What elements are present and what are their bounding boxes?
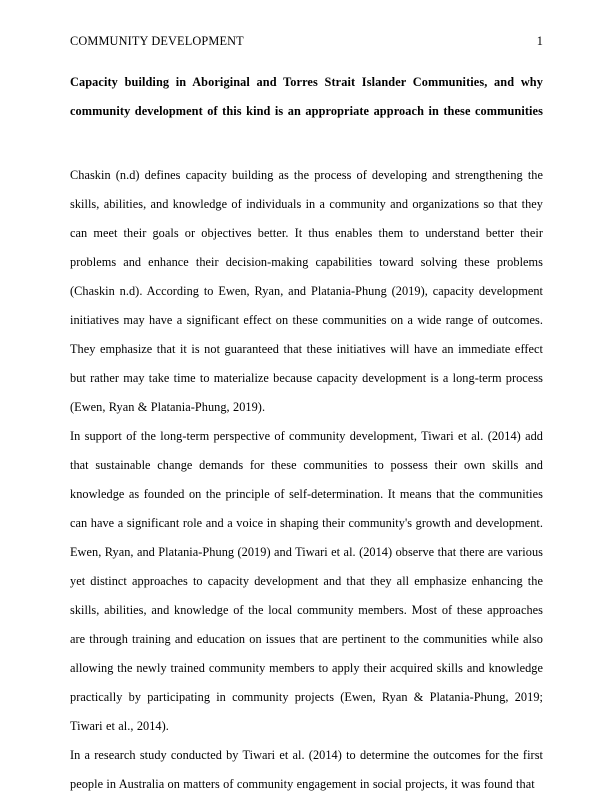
page-content	[70, 33, 543, 792]
running-head-title: COMMUNITY DEVELOPMENT	[70, 34, 244, 48]
paragraph: Chaskin (n.d) defines capacity building as the process of developing and strengthening the skills, abilities, and knowledge of individuals in a community and organizations so that they can meet their goals or objectives better. It thus enables them to understand better their problems and enhance their decision-making capabilities toward solving these problems (Chaskin n.d). According to Ewen, Ryan, and Platania-Phung (2019), capacity development initiatives may have a significant effect on these communities on a wide range of outcomes. They emphasize that it is not guaranteed that these initiatives will have an immediate effect but rather may take time to materialize because capacity development is a long-term process (Ewen, Ryan & Platania-Phung, 2019).	[70, 168, 543, 414]
page-number: 1	[536, 34, 543, 48]
paragraph: In a research study conducted by Tiwari et al. (2014) to determine the outcomes for the first people in Australia on matters of community engagement in social projects, it was found that	[70, 748, 543, 791]
body-text	[70, 161, 543, 792]
running-head	[70, 33, 543, 49]
paragraph: In support of the long-term perspective of community development, Tiwari et al. (2014) add that sustainable change demands for these communities to possess their own skills and knowledge as founded on the principle of self-determination. It means that the communities can have a significant role and a voice in shaping their community's growth and development. Ewen, Ryan, and Platania-Phung (2019) and Tiwari et al. (2014) observe that there are various yet distinct approaches to capacity development and that they all emphasize enhancing the skills, abilities, and knowledge of the local community members. Most of these approaches are through training and education on issues that are pertinent to the communities while also allowing the newly trained community members to apply their acquired skills and knowledge practically by participating in community projects (Ewen, Ryan & Platania-Phung, 2019; Tiwari et al., 2014).	[70, 429, 543, 733]
page-title: Capacity building in Aboriginal and Torres Strait Islander Communities, and why community development of this kind is an appropriate approach in these communities	[70, 75, 543, 118]
